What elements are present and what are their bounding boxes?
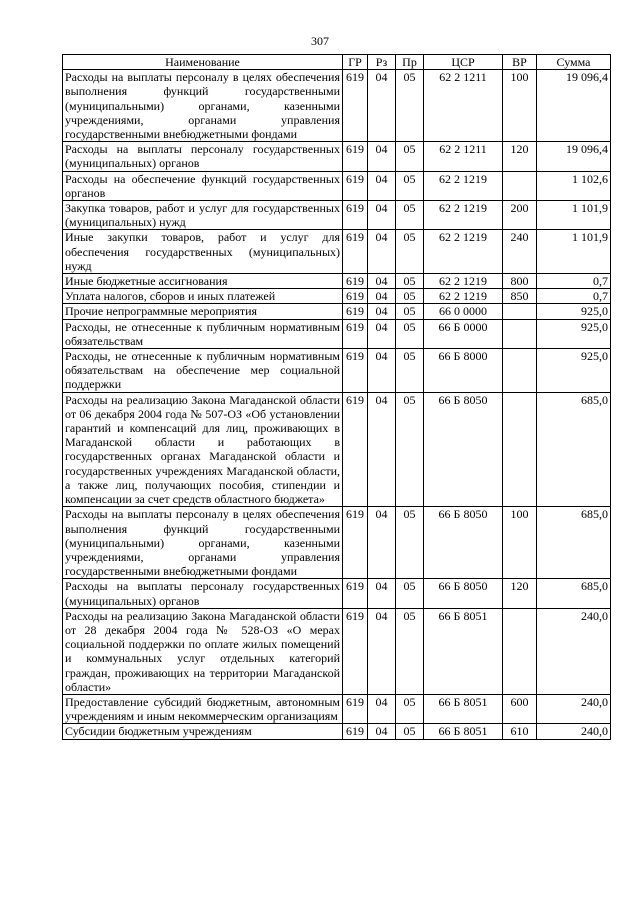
cell-name: Иные бюджетные ассигнования — [63, 274, 343, 289]
cell-gr: 619 — [343, 230, 368, 274]
cell-pr: 05 — [396, 171, 424, 200]
cell-rz: 04 — [368, 349, 396, 393]
page-number: 307 — [311, 34, 329, 48]
cell-vr: 240 — [503, 230, 537, 274]
cell-gr: 619 — [343, 349, 368, 393]
cell-name: Расходы на выплаты персоналу государственных (муниципальных) органов — [63, 579, 343, 608]
cell-name: Иные закупки товаров, работ и услуг для обеспечения государственных (муниципальных) нужд — [63, 230, 343, 274]
cell-vr — [503, 349, 537, 393]
table-row — [63, 304, 611, 319]
cell-csr: 66 Б 8051 — [424, 608, 503, 694]
cell-csr: 62 2 1211 — [424, 70, 503, 142]
cell-pr: 05 — [396, 304, 424, 319]
cell-vr — [503, 171, 537, 200]
cell-pr: 05 — [396, 724, 424, 739]
cell-pr: 05 — [396, 349, 424, 393]
cell-rz: 04 — [368, 142, 396, 171]
cell-gr: 619 — [343, 201, 368, 230]
cell-gr: 619 — [343, 392, 368, 507]
cell-vr — [503, 608, 537, 694]
cell-gr: 619 — [343, 507, 368, 579]
header-gr: ГР — [343, 55, 368, 70]
table-header-row — [63, 55, 611, 70]
cell-gr: 619 — [343, 724, 368, 739]
cell-csr: 62 2 1219 — [424, 289, 503, 304]
cell-rz: 04 — [368, 289, 396, 304]
cell-pr: 05 — [396, 70, 424, 142]
table-row — [63, 230, 611, 274]
cell-sum: 685,0 — [537, 579, 611, 608]
cell-sum: 19 096,4 — [537, 70, 611, 142]
cell-csr: 62 2 1219 — [424, 230, 503, 274]
table-row — [63, 289, 611, 304]
cell-name: Расходы на выплаты персоналу государственных (муниципальных) органов — [63, 142, 343, 171]
cell-vr: 600 — [503, 694, 537, 723]
cell-gr: 619 — [343, 694, 368, 723]
cell-vr: 800 — [503, 274, 537, 289]
header-rz: Рз — [368, 55, 396, 70]
cell-vr: 120 — [503, 142, 537, 171]
cell-pr: 05 — [396, 289, 424, 304]
cell-pr: 05 — [396, 694, 424, 723]
cell-pr: 05 — [396, 608, 424, 694]
cell-gr: 619 — [343, 319, 368, 348]
cell-sum: 19 096,4 — [537, 142, 611, 171]
cell-vr — [503, 392, 537, 507]
table-row — [63, 694, 611, 723]
cell-rz: 04 — [368, 319, 396, 348]
cell-name: Уплата налогов, сборов и иных платежей — [63, 289, 343, 304]
cell-csr: 66 Б 8050 — [424, 392, 503, 507]
table-row — [63, 579, 611, 608]
cell-sum: 925,0 — [537, 349, 611, 393]
cell-csr: 66 Б 0000 — [424, 319, 503, 348]
cell-sum: 240,0 — [537, 694, 611, 723]
header-csr: ЦСР — [424, 55, 503, 70]
cell-sum: 0,7 — [537, 289, 611, 304]
header-name: Наименование — [63, 55, 343, 70]
cell-pr: 05 — [396, 274, 424, 289]
table-row — [63, 608, 611, 694]
cell-vr: 200 — [503, 201, 537, 230]
table-row — [63, 274, 611, 289]
cell-rz: 04 — [368, 70, 396, 142]
cell-rz: 04 — [368, 608, 396, 694]
cell-pr: 05 — [396, 319, 424, 348]
cell-name: Закупка товаров, работ и услуг для государственных (муниципальных) нужд — [63, 201, 343, 230]
cell-rz: 04 — [368, 171, 396, 200]
cell-rz: 04 — [368, 694, 396, 723]
table-body — [63, 70, 611, 739]
table-row — [63, 319, 611, 348]
cell-pr: 05 — [396, 230, 424, 274]
cell-pr: 05 — [396, 201, 424, 230]
cell-rz: 04 — [368, 507, 396, 579]
cell-name: Расходы на реализацию Закона Магаданской области от 28 декабря 2004 года № 528-ОЗ «О мерах социальной поддержки по оплате жилых помещений и коммунальных услуг отдельных категорий граждан, проживающих на территории Магаданской области» — [63, 608, 343, 694]
cell-gr: 619 — [343, 171, 368, 200]
cell-rz: 04 — [368, 274, 396, 289]
cell-name: Расходы, не отнесенные к публичным нормативным обязательствам на обеспечение мер социальной поддержки — [63, 349, 343, 393]
table-row — [63, 201, 611, 230]
cell-sum: 240,0 — [537, 608, 611, 694]
cell-name: Прочие непрограммные мероприятия — [63, 304, 343, 319]
cell-gr: 619 — [343, 289, 368, 304]
table-row — [63, 724, 611, 739]
cell-rz: 04 — [368, 201, 396, 230]
cell-csr: 66 Б 8050 — [424, 579, 503, 608]
cell-vr: 120 — [503, 579, 537, 608]
cell-csr: 62 2 1219 — [424, 201, 503, 230]
cell-csr: 66 Б 8000 — [424, 349, 503, 393]
cell-vr: 100 — [503, 70, 537, 142]
cell-csr: 62 2 1211 — [424, 142, 503, 171]
cell-rz: 04 — [368, 304, 396, 319]
header-vr: ВР — [503, 55, 537, 70]
cell-name: Субсидии бюджетным учреждениям — [63, 724, 343, 739]
cell-gr: 619 — [343, 608, 368, 694]
cell-gr: 619 — [343, 579, 368, 608]
cell-sum: 0,7 — [537, 274, 611, 289]
cell-name: Расходы, не отнесенные к публичным нормативным обязательствам — [63, 319, 343, 348]
cell-rz: 04 — [368, 579, 396, 608]
cell-name: Расходы на выплаты персоналу в целях обеспечения выполнения функций государственными (муниципальными) органами, казенными учреждениями, органами управления государственными внебюджетными фондами — [63, 507, 343, 579]
cell-vr: 850 — [503, 289, 537, 304]
cell-rz: 04 — [368, 392, 396, 507]
cell-pr: 05 — [396, 392, 424, 507]
cell-csr: 62 2 1219 — [424, 171, 503, 200]
cell-csr: 66 Б 8051 — [424, 724, 503, 739]
cell-gr: 619 — [343, 274, 368, 289]
cell-sum: 240,0 — [537, 724, 611, 739]
cell-sum: 1 101,9 — [537, 230, 611, 274]
cell-rz: 04 — [368, 230, 396, 274]
header-pr: Пр — [396, 55, 424, 70]
cell-sum: 685,0 — [537, 507, 611, 579]
cell-gr: 619 — [343, 142, 368, 171]
cell-vr — [503, 304, 537, 319]
cell-csr: 66 Б 8051 — [424, 694, 503, 723]
cell-gr: 619 — [343, 70, 368, 142]
cell-gr: 619 — [343, 304, 368, 319]
table-row — [63, 70, 611, 142]
cell-sum: 1 102,6 — [537, 171, 611, 200]
table-row — [63, 349, 611, 393]
cell-sum: 925,0 — [537, 319, 611, 348]
cell-sum: 1 101,9 — [537, 201, 611, 230]
cell-pr: 05 — [396, 142, 424, 171]
cell-csr: 66 Б 8050 — [424, 507, 503, 579]
table-row — [63, 171, 611, 200]
table-row — [63, 507, 611, 579]
cell-name: Расходы на обеспечение функций государственных органов — [63, 171, 343, 200]
cell-sum: 925,0 — [537, 304, 611, 319]
table-row — [63, 392, 611, 507]
header-sum: Сумма — [537, 55, 611, 70]
cell-name: Расходы на реализацию Закона Магаданской области от 06 декабря 2004 года № 507-ОЗ «Об установлении гарантий и компенсаций для лиц, проживающих в Магаданской области и работающих в государственных органах Магаданской области и государственных учреждениях Магаданской области, а также лиц, получающих пособия, стипендии и компенсации за счет средств областного бюджета» — [63, 392, 343, 507]
cell-vr: 100 — [503, 507, 537, 579]
budget-table — [62, 54, 611, 740]
cell-csr: 66 0 0000 — [424, 304, 503, 319]
cell-name: Предоставление субсидий бюджетным, автономным учреждениям и иным некоммерческим организациям — [63, 694, 343, 723]
cell-name: Расходы на выплаты персоналу в целях обеспечения выполнения функций государственными (муниципальными) органами, казенными учреждениями, органами управления государственными внебюджетными фондами — [63, 70, 343, 142]
cell-pr: 05 — [396, 507, 424, 579]
cell-rz: 04 — [368, 724, 396, 739]
table-row — [63, 142, 611, 171]
cell-vr — [503, 319, 537, 348]
cell-sum: 685,0 — [537, 392, 611, 507]
cell-pr: 05 — [396, 579, 424, 608]
cell-csr: 62 2 1219 — [424, 274, 503, 289]
cell-vr: 610 — [503, 724, 537, 739]
